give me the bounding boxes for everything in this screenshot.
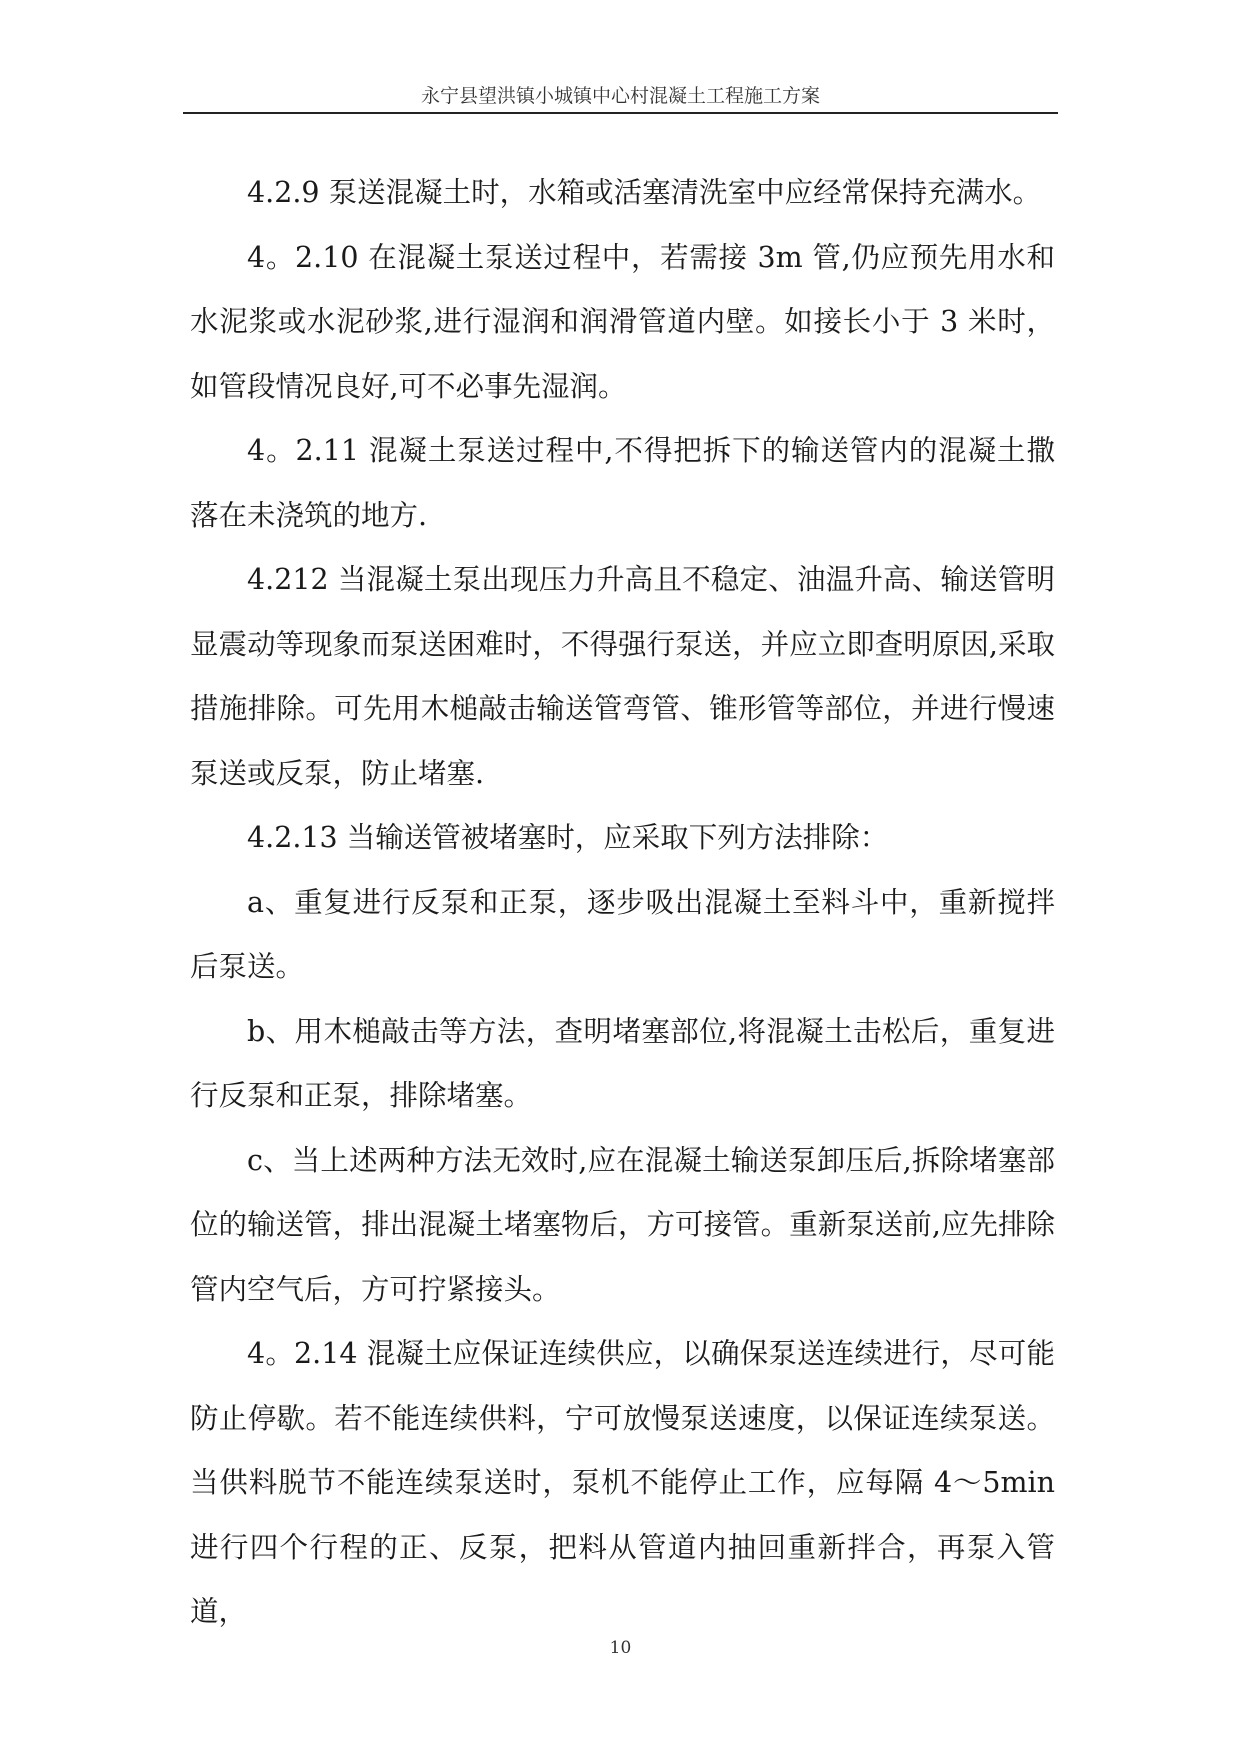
paragraph-4-2-14: 4。2.14 混凝土应保证连续供应，以确保泵送连续进行，尽可能防止停歇。若不能连续供料，宁可放慢泵送速度，以保证连续泵送。当供料脱节不能连续泵送时，泵机不能停止工作，应每隔 4～5min 进行四个行程的正、反泵，把料从管道内抽回重新拌合，再泵入管道， xyxy=(190,1337,1055,1628)
paragraph-item-a: a、重复进行反泵和正泵，逐步吸出混凝土至料斗中，重新搅拌后泵送。 xyxy=(190,885,1055,983)
page-header-title: 永宁县望洪镇小城镇中心村混凝土工程施工方案 xyxy=(420,85,820,107)
page-number: 10 xyxy=(609,1638,632,1658)
paragraph-4-2-9: 4.2.9 泵送混凝土时，水箱或活塞清洗室中应经常保持充满水。 xyxy=(247,176,1042,209)
document-body xyxy=(190,161,1055,1645)
paragraph-item-c: c、当上述两种方法无效时,应在混凝土输送泵卸压后,拆除堵塞部位的输送管，排出混凝土堵塞物后，方可接管。重新泵送前,应先排除管内空气后，方可拧紧接头。 xyxy=(190,1143,1055,1306)
header-divider xyxy=(183,112,1058,114)
paragraph-4-2-11: 4。2.11 混凝土泵送过程中,不得把拆下的输送管内的混凝土撒落在未浇筑的地方. xyxy=(190,434,1055,532)
paragraph-4-2-13: 4.2.13 当输送管被堵塞时，应采取下列方法排除： xyxy=(247,821,889,854)
paragraph-item-b: b、用木槌敲击等方法，查明堵塞部位,将混凝土击松后，重复进行反泵和正泵，排除堵塞。 xyxy=(190,1014,1055,1112)
paragraph-4-2-10: 4。2.10 在混凝土泵送过程中，若需接 3m 管,仍应预先用水和水泥浆或水泥砂浆,进行湿润和润滑管道内壁。如接长小于 3 米时，如管段情况良好,可不必事先湿润。 xyxy=(190,240,1055,403)
paragraph-4-2-12: 4.212 当混凝土泵出现压力升高且不稳定、油温升高、输送管明显震动等现象而泵送困难时，不得强行泵送，并应立即查明原因,采取措施排除。可先用木槌敲击输送管弯管、锥形管等部位，并进行慢速泵送或反泵，防止堵塞. xyxy=(190,563,1055,790)
